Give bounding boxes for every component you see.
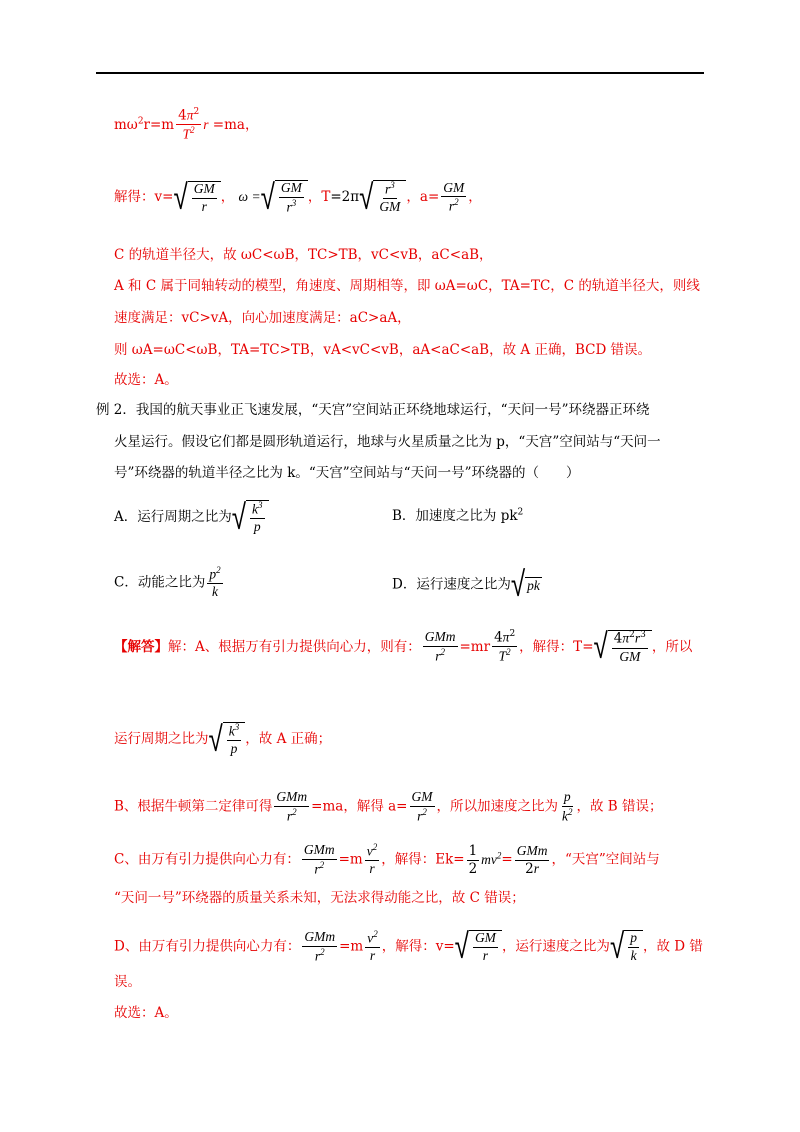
answer-line-a2: 运行周期之比为 √ $\frac{k^3}{p}$ ，故 A 正确； (114, 719, 332, 760)
answer-line-c2: “天问一号”环绕器的质量关系未知，无法求得动能之比，故 C 错误； (114, 890, 525, 906)
option-a[interactable]: A．运行周期之比为 √ $\frac{k^3}{p}$ (114, 500, 269, 535)
header-rule (96, 72, 704, 74)
solution-final-1: 故选：A。 (114, 372, 178, 388)
answer-line-d: D、由万有引力提供向心力有： $\frac{\text{GMm}}{r^2}$ =m $\frac{v^2}{r}$ ，解得：v= √ $\frac{GM}{r}$ ，运行速度之比为 √ $\frac{p}{k}$ ，故 D 错 (114, 926, 703, 968)
option-b[interactable]: B．加速度之比为 $pk^2$ (392, 507, 524, 524)
answer-line-b: B、根据牛顿第二定律可得 $\frac{\text{GMm}}{r^2}$ =ma，解得 a= $\frac{GM}{r^2}$ ，所以加速度之比为 $\frac{p}{k^2}$ ，故 B 错误； (114, 789, 663, 824)
answer-final: 故选：A。 (114, 1005, 178, 1021)
equation-line-1: $m\omega^2r=m$ $\frac{4\pi^2}{T^2}$ r =ma， (114, 107, 259, 142)
solution-line-5: 速度满足：vC>vA，向心加速度满足：aC>aA， (114, 310, 411, 326)
solution-line-3: C 的轨道半径大，故 ωC<ωB，TC>TB，vC<vB，aC<aB， (114, 247, 493, 263)
option-c[interactable]: C．动能之比为 $\frac{p^2}{k}$ (114, 565, 221, 600)
solution-line-4: A 和 C 属于同轴转动的模型，角速度、周期相等，即 ωA=ωC，TA=TC，C 的轨道半径大，则线 (114, 278, 700, 294)
option-d[interactable]: D．运行速度之比为 √ pk (392, 564, 540, 606)
answer-line-d2: 误。 (114, 974, 141, 990)
answer-line-a: 【解答】解：A、根据万有引力提供向心力，则有： $\frac{\text{GMm}}{r^2}$ =mr $\frac{4\pi^2}{T^2}$ ，解得：T= √ $\frac{4\pi^2r^3}{GM}$ ，所以 (114, 627, 693, 668)
solution-line-6: 则 ωA=ωC<ωB，TA=TC>TB，vA<vC<vB，aA<aC<aB，故 A 正确，BCD 错误。 (114, 342, 652, 358)
answer-line-c: C、由万有引力提供向心力有： $\frac{\text{GMm}}{r^2}$ =m $\frac{v^2}{r}$ ，解得：Ek= $\frac{1}{2}$ $mv^2=$ $\frac{\text{GMm}}{2r}$ ，“天宫”空间站与 (114, 842, 660, 877)
question-line-1: 例 2．我国的航天事业正飞速发展，“天宫”空间站正环绕地球运行，“天问一号”环绕器正环绕 (96, 402, 650, 418)
equation-line-2: 解得：v= √ $\frac{GM}{r}$ ， ω = √ $\frac{GM}{r^3}$ ，T=2π √ $\frac{r^3}{GM}$ ，a= $\frac{GM}{r^2}$ ， (114, 177, 482, 218)
question-line-3: 号”环绕器的轨道半径之比为 k。“天宫”空间站与“天问一号”环绕器的（ ） (114, 465, 580, 481)
question-line-2: 火星运行。假设它们都是圆形轨道运行，地球与火星质量之比为 p，“天宫”空间站与“天问一 (114, 434, 661, 450)
